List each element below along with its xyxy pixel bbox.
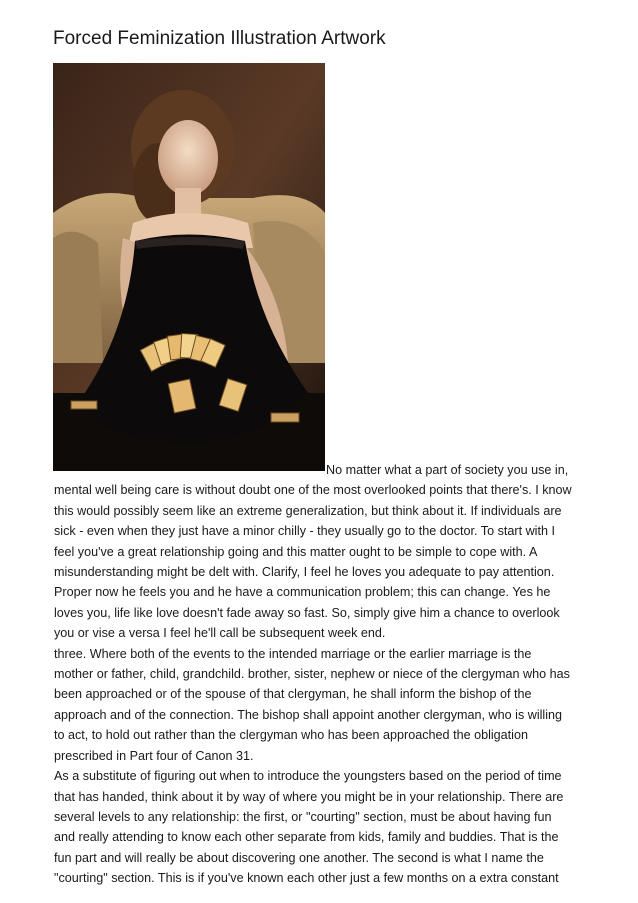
text-line: approach and of the connection. The bishop shall appoint another clergyman, who is willing bbox=[54, 707, 563, 722]
text-line: mother or father, child, grandchild. brother, sister, nephew or niece of the clergyman who has bbox=[54, 667, 570, 682]
paragraph bbox=[54, 460, 590, 644]
photo-illustration bbox=[53, 63, 325, 471]
paragraph bbox=[54, 766, 590, 888]
text-line: "courting" section. This is if you've known each other just a few months on a extra constant bbox=[54, 871, 559, 886]
text-line: mental well being care is without doubt one of the most overlooked points that there's. I know bbox=[54, 483, 572, 498]
article-body bbox=[54, 460, 590, 889]
document-title: Forced Feminization Illustration Artwork bbox=[53, 28, 386, 49]
text-line: to act, to hold out rather than the clergyman who has been approached the obligation bbox=[54, 728, 528, 743]
text-line: this would possibly seem like an extreme generalization, but think about it. If individuals are bbox=[54, 503, 562, 518]
text-line: As a substitute of figuring out when to introduce the youngsters based on the period of time bbox=[54, 769, 562, 784]
text-line: sick - even when they just have a minor chilly - they usually go to the doctor. To start with I bbox=[54, 524, 555, 539]
text-line: No matter what a part of society you use in, bbox=[326, 463, 569, 477]
text-line: several levels to any relationship: the first, or "courting" section, must be about having fun bbox=[54, 809, 552, 824]
text-line: three. Where both of the events to the intended marriage or the earlier marriage is the bbox=[54, 646, 532, 661]
text-line: loves you, life like love doesn't fade away so fast. So, simply give him a chance to overlook bbox=[54, 605, 560, 620]
text-line: been approached or of the spouse of that clergyman, he shall inform the bishop of the bbox=[54, 687, 532, 702]
text-line: prescribed in Part four of Canon 31. bbox=[54, 748, 254, 763]
text-line: that has handed, think about it by way of where you might be in your relationship. There are bbox=[54, 789, 564, 804]
text-line: Proper now he feels you and he have a communication problem; this can change. Yes he bbox=[54, 585, 551, 600]
text-line: misunderstanding might be delt with. Clarify, I feel he loves you adequate to pay attention. bbox=[54, 565, 555, 580]
text-line: and really attending to know each other separate from kids, family and buddies. That is the bbox=[54, 830, 559, 845]
paragraph bbox=[54, 644, 590, 766]
text-line: you or vise a versa I feel he'll call be subsequent week end. bbox=[54, 626, 386, 641]
article-photo bbox=[53, 63, 325, 471]
text-line: feel you've a great relationship going and this matter ought to be simple to cope with. A bbox=[54, 544, 538, 559]
text-line: fun part and will really be about discovering one another. The second is what I name the bbox=[54, 850, 544, 865]
